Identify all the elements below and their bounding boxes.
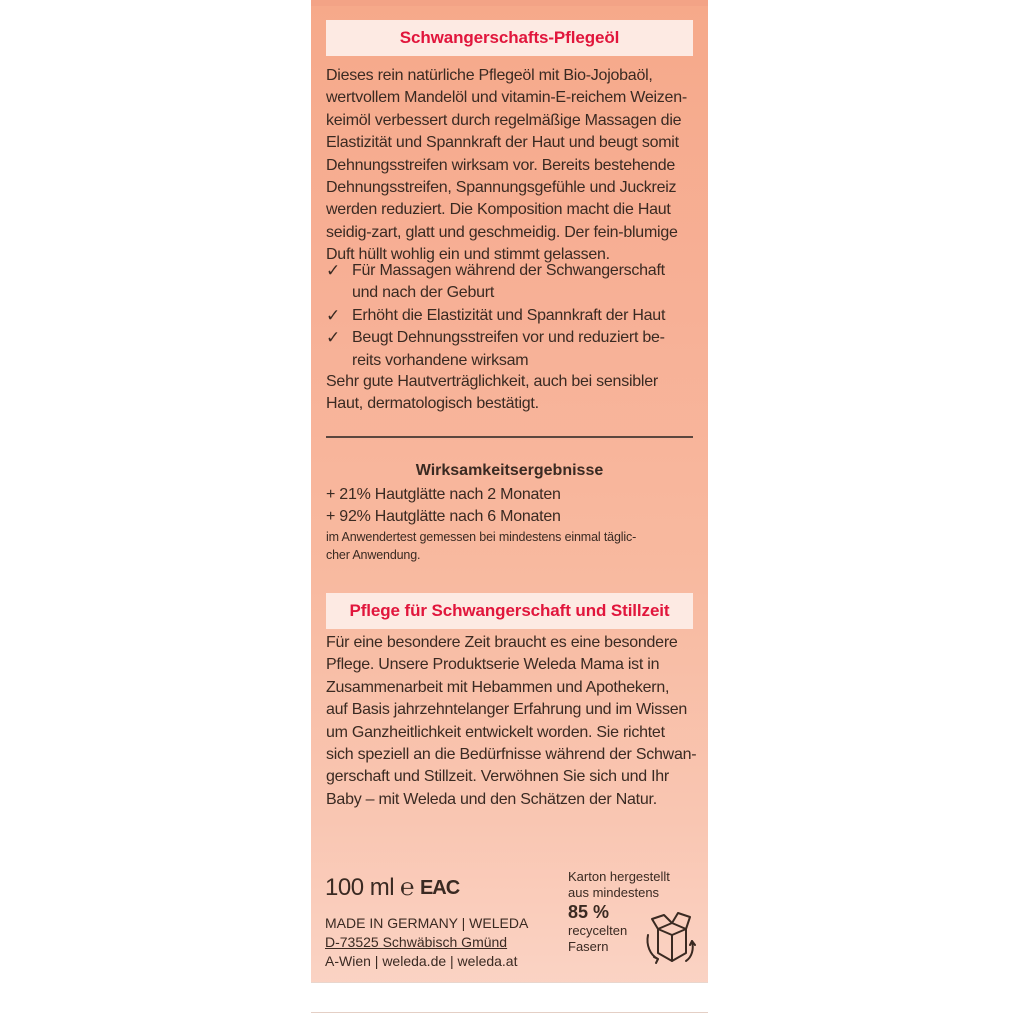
benefit-line: Für Massagen während der Schwangerschaft [352,262,665,279]
benefit-item [326,260,696,305]
benefit-list [326,260,696,372]
section-heading-text: Schwangerschafts-Pflegeöl [399,28,620,47]
text-line: wertvollem Mandelöl und vitamin-E-reichem Weizen- [326,89,687,107]
maker-line: D-73525 Schwäbisch Gmünd [325,934,508,950]
text-line: auf Basis jahrzehntelanger Erfahrung und im Wissen [326,701,688,719]
section-heading-schwangerschaft-stillzeit [326,593,693,629]
text-line: seidig-zart, glatt und geschmeidig. Der fein-blumige [326,223,678,241]
check-icon: ✓ [326,328,340,348]
description-paragraph [326,65,696,267]
text-line: keimöl verbessert durch regelmäßige Massagen die [326,111,682,129]
text-line: Elastizität und Spannkraft der Haut und beugt somit [326,134,679,152]
tolerance-note [326,371,696,416]
results-title: Wirksamkeitsergebnisse [415,462,604,479]
recycle-percent: 85 % [568,902,610,922]
text-line: Pflege. Unsere Produktserie Weleda Mama ist in [326,656,660,674]
divider-line [326,436,693,438]
check-icon: ✓ [326,305,340,325]
estimated-sign-icon: ℮ [400,874,414,901]
brand-paragraph [326,632,696,811]
text-line: sich speziell an die Bedürfnisse während der Schwan- [326,746,697,764]
text-line: Für eine besondere Zeit braucht es eine besondere [326,634,678,651]
benefit-line: Erhöht die Elastizität und Spannkraft der Haut [352,306,666,324]
benefit-line: und nach der Geburt [352,284,495,302]
footnote-line: im Anwendertest gemessen bei mindestens einmal täglic- [326,530,637,544]
text-line: Zusammenarbeit mit Hebammen und Apothekern, [326,678,670,696]
text-line: Dehnungsstreifen wirksam vor. Bereits bestehende [326,156,676,174]
eac-mark: EAC [419,876,460,899]
text-line: gerschaft und Stillzeit. Verwöhnen Sie sich und Ihr [326,768,670,786]
recycled-box-icon [644,905,696,967]
maker-line: MADE IN GERMANY | WELEDA [325,915,529,931]
recycle-line: aus mindestens [568,885,660,900]
result-line: + 92% Hautglätte nach 6 Monaten [326,508,561,526]
text-line: werden reduziert. Die Komposition macht die Haut [326,201,671,219]
result-line: + 21% Hautglätte nach 2 Monaten [326,486,561,503]
benefit-item [326,305,696,327]
text-line: Dehnungsstreifen, Spannungsgefühle und Juckreiz [326,179,677,197]
recycle-line: Karton hergestellt [568,869,670,884]
section-heading-text: Pflege für Schwangerschaft und Stillzeit [349,601,670,620]
check-icon: ✓ [326,261,340,280]
product-box-side-panel [311,0,708,1024]
benefit-line: Beugt Dehnungsstreifen vor und reduziert be- [352,329,665,347]
text-line: Baby – mit Weleda und den Schätzen der Natur. [326,790,657,808]
box-bottom-edge [311,1012,708,1013]
box-top-edge [311,0,708,6]
text-line: Dieses rein natürliche Pflegeöl mit Bio-Jojobaöl, [326,67,653,84]
box-bottom-flap [311,982,708,1024]
recycle-line: recycelten [568,923,628,938]
benefit-item [326,327,696,372]
results-list [326,484,696,529]
section-heading-pflegeoel [326,20,693,56]
benefit-line: reits vorhandene wirksam [352,351,529,369]
maker-line: A-Wien | weleda.de | weleda.at [325,953,518,969]
recycle-line: Fasern [568,939,609,954]
text-line: um Ganzheitlichkeit entwickelt worden. Sie richtet [326,723,665,741]
text-line: Sehr gute Hautverträglichkeit, auch bei sensibler [326,373,658,390]
manufacturer-info [325,914,528,971]
results-footnote [326,528,696,564]
footnote-line: cher Anwendung. [326,548,421,562]
volume-mark [325,874,459,902]
text-line: Haut, dermatologisch bestätigt. [326,395,539,413]
text-line: Duft hüllt wohlig ein und stimmt gelassen. [326,246,610,264]
volume-text: 100 ml [325,874,395,901]
